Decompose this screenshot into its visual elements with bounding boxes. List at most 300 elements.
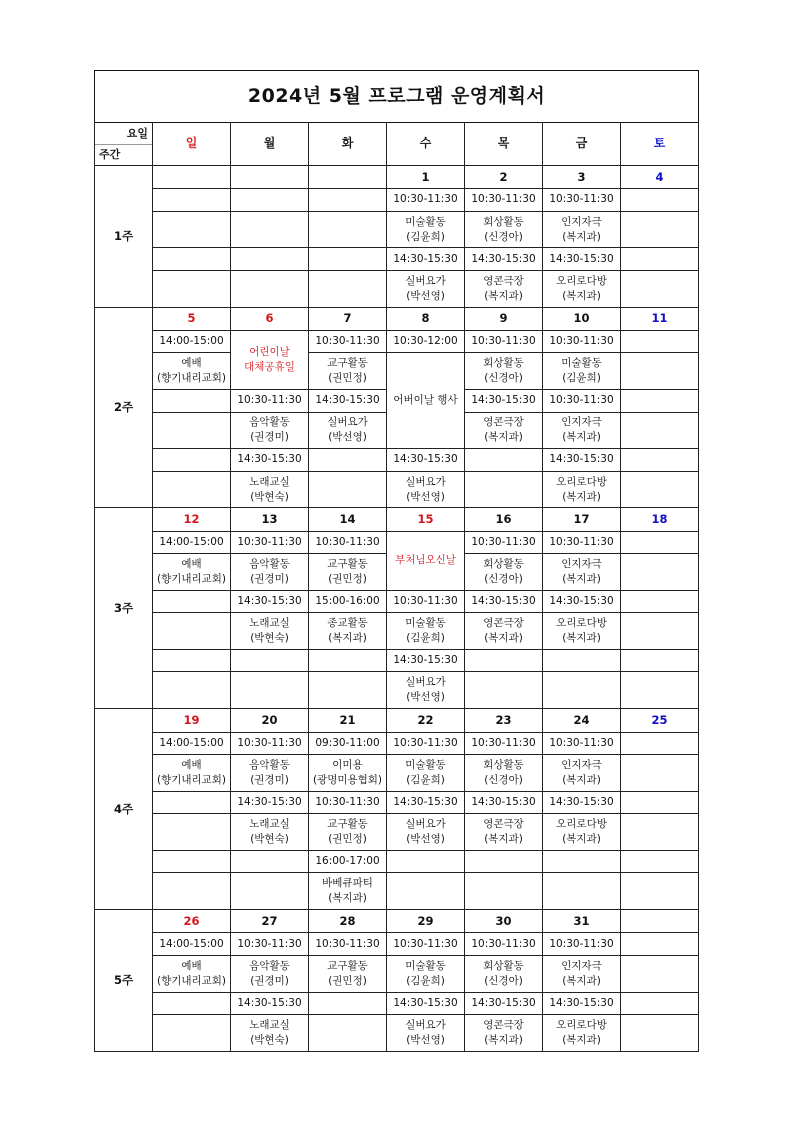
activity-thu (465, 412, 543, 449)
date-sat: 4 (621, 165, 699, 188)
time-thu: 14:30-15:30 (465, 992, 543, 1014)
cell-line: 오리로다방 (556, 1019, 607, 1031)
cell-line: (복지과) (562, 230, 601, 243)
time-sun: 14:00-15:00 (153, 732, 231, 754)
cell-line: 인지자극 (561, 416, 602, 429)
holiday-cell: 부처님오신날 (387, 531, 465, 590)
cell-line: 음악활동 (249, 758, 290, 771)
activity-mon (231, 613, 309, 650)
cell-line: 영콘극장 (483, 818, 524, 831)
cell-line: (광명미용협회) (312, 773, 383, 786)
activity-fri (543, 211, 621, 248)
activity-sun (153, 211, 231, 248)
day-header-sun: 일 (153, 123, 231, 166)
time-fri: 10:30-11:30 (543, 531, 621, 553)
time-sat (621, 791, 699, 813)
date-wed: 22 (387, 709, 465, 732)
activity-mon (231, 755, 309, 792)
activity-row (95, 814, 699, 851)
cell-line: 음악활동 (249, 558, 290, 571)
cell-line: (김윤희) (406, 974, 445, 987)
activity-thu (465, 211, 543, 248)
activity-sat (621, 672, 699, 709)
activity-thu (465, 1015, 543, 1052)
activity-sun (153, 471, 231, 508)
time-sun (153, 650, 231, 672)
time-mon (231, 650, 309, 672)
date-wed: 29 (387, 910, 465, 933)
activity-wed (387, 613, 465, 650)
time-fri (543, 650, 621, 672)
activity-mon (231, 471, 309, 508)
time-row (95, 791, 699, 813)
cell-line: (권경미) (250, 573, 289, 586)
cell-line: 인지자극 (561, 959, 602, 972)
time-mon (231, 189, 309, 211)
cell-line: 영콘극장 (483, 1019, 524, 1031)
time-thu: 10:30-11:30 (465, 330, 543, 352)
cell-line: 어린이날 (249, 346, 290, 359)
time-row (95, 732, 699, 754)
cell-line: (복지과) (562, 573, 601, 586)
date-thu: 16 (465, 508, 543, 531)
cell-line: 인지자극 (561, 215, 602, 228)
time-fri: 14:30-15:30 (543, 992, 621, 1014)
time-sat (621, 732, 699, 754)
time-fri: 10:30-11:30 (543, 330, 621, 352)
time-sun: 14:00-15:00 (153, 933, 231, 955)
time-wed (387, 850, 465, 872)
activity-sat (621, 471, 699, 508)
activity-thu (465, 471, 543, 508)
cell-line: (복지과) (484, 833, 523, 846)
time-tue (309, 992, 387, 1014)
event-cell: 어버이날 행사 (387, 353, 465, 449)
activity-mon (231, 1015, 309, 1052)
cell-line: (신경아) (484, 573, 523, 586)
date-thu: 23 (465, 709, 543, 732)
activity-tue (309, 353, 387, 390)
week-label-2: 2주 (95, 307, 153, 508)
time-row (95, 531, 699, 553)
date-row (95, 709, 699, 732)
cell-line: (복지과) (484, 632, 523, 645)
time-tue: 15:00-16:00 (309, 590, 387, 612)
cell-line: (박현숙) (250, 490, 289, 503)
activity-sat (621, 211, 699, 248)
cell-line: 미술활동 (405, 617, 446, 630)
activity-row (95, 672, 699, 709)
time-thu: 14:30-15:30 (465, 590, 543, 612)
cell-line: 실버요가 (405, 676, 446, 689)
cell-line: 예배 (181, 558, 202, 571)
date-fri: 31 (543, 910, 621, 933)
cell-line: 실버요가 (405, 818, 446, 831)
date-sun (153, 165, 231, 188)
time-mon (231, 248, 309, 270)
activity-tue (309, 211, 387, 248)
cell-line: 오리로다방 (556, 274, 607, 287)
date-sun: 19 (153, 709, 231, 732)
activity-mon (231, 211, 309, 248)
time-tue: 16:00-17:00 (309, 850, 387, 872)
cell-line: (김윤희) (406, 632, 445, 645)
time-sat (621, 650, 699, 672)
time-fri: 14:30-15:30 (543, 248, 621, 270)
activity-sun (153, 270, 231, 307)
time-sat (621, 189, 699, 211)
week-label-4: 4주 (95, 709, 153, 910)
activity-sun (153, 814, 231, 851)
time-sat (621, 850, 699, 872)
cell-line: 실버요가 (405, 475, 446, 488)
cell-line: 미술활동 (405, 758, 446, 771)
activity-wed (387, 211, 465, 248)
cell-line: (권민정) (328, 573, 367, 586)
cell-line: (박현숙) (250, 1034, 289, 1046)
activity-mon (231, 672, 309, 709)
cell-line: (신경아) (484, 974, 523, 987)
activity-thu (465, 755, 543, 792)
time-fri: 10:30-11:30 (543, 732, 621, 754)
activity-tue (309, 873, 387, 910)
day-header-fri: 금 (543, 123, 621, 166)
time-sun: 14:00-15:00 (153, 330, 231, 352)
activity-sat (621, 873, 699, 910)
cell-line: (박선영) (406, 490, 445, 503)
cell-line: (복지과) (562, 833, 601, 846)
time-row (95, 449, 699, 471)
cell-line: (박선영) (406, 289, 445, 302)
time-tue: 14:30-15:30 (309, 390, 387, 412)
time-tue (309, 248, 387, 270)
activity-fri (543, 613, 621, 650)
time-wed: 10:30-11:30 (387, 189, 465, 211)
date-thu: 2 (465, 165, 543, 188)
activity-wed (387, 955, 465, 992)
time-row (95, 590, 699, 612)
time-sat (621, 390, 699, 412)
cell-line: (복지과) (562, 632, 601, 645)
cell-line: 노래교실 (249, 475, 290, 488)
time-sat (621, 992, 699, 1014)
time-sun (153, 390, 231, 412)
date-mon: 13 (231, 508, 309, 531)
activity-mon (231, 955, 309, 992)
activity-thu (465, 955, 543, 992)
cell-line: (박선영) (328, 431, 367, 444)
activity-fri (543, 270, 621, 307)
time-tue (309, 650, 387, 672)
activity-tue (309, 755, 387, 792)
cell-line: 예배 (181, 357, 202, 370)
time-row (95, 330, 699, 352)
activity-sat (621, 613, 699, 650)
cell-line: 교구활동 (327, 357, 368, 370)
date-fri: 10 (543, 307, 621, 330)
cell-line: (신경아) (484, 773, 523, 786)
cell-line: (박현숙) (250, 632, 289, 645)
activity-sun (153, 412, 231, 449)
time-fri (543, 850, 621, 872)
time-sat (621, 933, 699, 955)
time-thu: 10:30-11:30 (465, 933, 543, 955)
date-fri: 17 (543, 508, 621, 531)
time-row (95, 248, 699, 270)
cell-line: (복지과) (484, 289, 523, 302)
activity-wed (387, 1015, 465, 1052)
cell-line: (권경미) (250, 974, 289, 987)
day-header-mon: 월 (231, 123, 309, 166)
date-row (95, 307, 699, 330)
activity-sat (621, 814, 699, 851)
time-fri: 10:30-11:30 (543, 189, 621, 211)
time-wed: 10:30-11:30 (387, 732, 465, 754)
time-wed: 14:30-15:30 (387, 992, 465, 1014)
time-mon: 10:30-11:30 (231, 732, 309, 754)
time-sat (621, 248, 699, 270)
date-sat: 18 (621, 508, 699, 531)
activity-mon (231, 814, 309, 851)
date-mon: 20 (231, 709, 309, 732)
time-thu (465, 850, 543, 872)
cell-line: 음악활동 (249, 959, 290, 972)
time-mon: 14:30-15:30 (231, 590, 309, 612)
cell-line: (복지과) (328, 632, 367, 645)
activity-mon (231, 554, 309, 591)
activity-sun (153, 873, 231, 910)
document-title: 2024년 5월 프로그램 운영계획서 (95, 71, 699, 123)
activity-row (95, 955, 699, 992)
activity-fri (543, 554, 621, 591)
cell-line: 예배 (181, 959, 202, 972)
time-sat (621, 449, 699, 471)
activity-tue (309, 814, 387, 851)
time-tue: 10:30-11:30 (309, 330, 387, 352)
date-wed: 8 (387, 307, 465, 330)
activity-row (95, 353, 699, 390)
cell-line: (복지과) (562, 773, 601, 786)
cell-line: (박선영) (406, 1034, 445, 1046)
cell-line: (복지과) (562, 974, 601, 987)
activity-thu (465, 270, 543, 307)
activity-mon (231, 270, 309, 307)
cell-line: (권경미) (250, 773, 289, 786)
time-thu (465, 449, 543, 471)
schedule-table (94, 70, 699, 1052)
time-fri: 14:30-15:30 (543, 590, 621, 612)
cell-line: (향기내리교회) (156, 573, 227, 586)
activity-row (95, 613, 699, 650)
time-sat (621, 590, 699, 612)
activity-row (95, 211, 699, 248)
holiday-cell (231, 330, 309, 389)
cell-line: 종교활동 (327, 617, 368, 630)
activity-fri (543, 353, 621, 390)
day-header-tue: 화 (309, 123, 387, 166)
cell-line: (복지과) (328, 892, 367, 905)
activity-fri (543, 1015, 621, 1052)
activity-tue (309, 270, 387, 307)
date-row (95, 508, 699, 531)
time-sun (153, 449, 231, 471)
date-row (95, 910, 699, 933)
date-mon: 27 (231, 910, 309, 933)
date-tue: 28 (309, 910, 387, 933)
cell-line: (권경미) (250, 431, 289, 444)
activity-wed (387, 755, 465, 792)
activity-tue (309, 471, 387, 508)
activity-wed (387, 471, 465, 508)
cell-line: 이미용 (332, 758, 363, 771)
cell-line: (향기내리교회) (156, 773, 227, 786)
time-sun (153, 850, 231, 872)
activity-thu (465, 613, 543, 650)
date-sat: 25 (621, 709, 699, 732)
time-wed: 14:30-15:30 (387, 791, 465, 813)
time-thu: 14:30-15:30 (465, 390, 543, 412)
time-fri: 10:30-11:30 (543, 933, 621, 955)
time-thu (465, 650, 543, 672)
activity-fri (543, 873, 621, 910)
time-tue (309, 189, 387, 211)
cell-line: (향기내리교회) (156, 372, 227, 385)
time-tue: 10:30-11:30 (309, 933, 387, 955)
cell-line: 회상활동 (483, 758, 524, 771)
cell-line: 회상활동 (483, 558, 524, 571)
activity-mon (231, 412, 309, 449)
time-fri: 14:30-15:30 (543, 791, 621, 813)
cell-line: 미술활동 (561, 357, 602, 370)
activity-sun (153, 755, 231, 792)
cell-line: (복지과) (562, 431, 601, 444)
date-fri: 3 (543, 165, 621, 188)
cell-line: (신경아) (484, 230, 523, 243)
time-row (95, 992, 699, 1014)
corner-divider (95, 144, 152, 145)
cell-line: 예배 (181, 758, 202, 771)
cell-line: (신경아) (484, 372, 523, 385)
date-tue: 21 (309, 709, 387, 732)
activity-row (95, 755, 699, 792)
activity-thu (465, 814, 543, 851)
time-sun (153, 189, 231, 211)
activity-row (95, 471, 699, 508)
cell-line: (박선영) (406, 691, 445, 704)
time-sun (153, 248, 231, 270)
activity-wed (387, 873, 465, 910)
cell-line: 영콘극장 (483, 274, 524, 287)
date-tue: 14 (309, 508, 387, 531)
activity-fri (543, 412, 621, 449)
activity-sun (153, 613, 231, 650)
day-header-sat: 토 (621, 123, 699, 166)
cell-line: 바베큐파티 (322, 877, 373, 890)
day-header-wed: 수 (387, 123, 465, 166)
cell-line: 오리로다방 (556, 818, 607, 831)
activity-thu (465, 353, 543, 390)
activity-sat (621, 955, 699, 992)
date-sun: 26 (153, 910, 231, 933)
time-thu: 10:30-11:30 (465, 531, 543, 553)
cell-line: 인지자극 (561, 758, 602, 771)
weekday-label: 요일 (126, 127, 148, 140)
cell-line: 인지자극 (561, 558, 602, 571)
cell-line: 미술활동 (405, 215, 446, 228)
day-header-thu: 목 (465, 123, 543, 166)
week-label-1: 1주 (95, 165, 153, 307)
activity-fri (543, 755, 621, 792)
activity-wed (387, 672, 465, 709)
date-sat: 11 (621, 307, 699, 330)
date-mon: 6 (231, 307, 309, 330)
time-row (95, 189, 699, 211)
activity-tue (309, 1015, 387, 1052)
cell-line: (김윤희) (562, 372, 601, 385)
time-mon (231, 850, 309, 872)
activity-thu (465, 672, 543, 709)
activity-sat (621, 554, 699, 591)
week-label-3: 3주 (95, 508, 153, 709)
cell-line: (김윤희) (406, 230, 445, 243)
activity-wed (387, 814, 465, 851)
activity-sat (621, 353, 699, 390)
date-tue: 7 (309, 307, 387, 330)
activity-tue (309, 613, 387, 650)
activity-row (95, 270, 699, 307)
cell-line: 음악활동 (249, 416, 290, 429)
activity-sat (621, 270, 699, 307)
time-sun (153, 992, 231, 1014)
activity-tue (309, 955, 387, 992)
activity-sat (621, 755, 699, 792)
cell-line: (복지과) (562, 289, 601, 302)
cell-line: (권민정) (328, 974, 367, 987)
time-mon: 14:30-15:30 (231, 791, 309, 813)
activity-sun (153, 554, 231, 591)
cell-line: (박현숙) (250, 833, 289, 846)
cell-line: 노래교실 (249, 818, 290, 831)
time-thu: 14:30-15:30 (465, 248, 543, 270)
date-thu: 30 (465, 910, 543, 933)
activity-sun (153, 353, 231, 390)
cell-line: 실버요가 (405, 1019, 446, 1031)
time-thu: 14:30-15:30 (465, 791, 543, 813)
week-label-5: 5주 (95, 910, 153, 1052)
time-wed: 10:30-11:30 (387, 933, 465, 955)
date-sat (621, 910, 699, 933)
date-wed: 1 (387, 165, 465, 188)
cell-line: (권민정) (328, 833, 367, 846)
cell-line: 노래교실 (249, 617, 290, 630)
time-row (95, 933, 699, 955)
activity-sun (153, 1015, 231, 1052)
cell-line: (권민정) (328, 372, 367, 385)
date-wed: 15 (387, 508, 465, 531)
activity-thu (465, 554, 543, 591)
time-thu: 10:30-11:30 (465, 732, 543, 754)
time-fri: 10:30-11:30 (543, 390, 621, 412)
cell-line: (복지과) (562, 490, 601, 503)
time-wed: 14:30-15:30 (387, 449, 465, 471)
time-mon: 10:30-11:30 (231, 933, 309, 955)
activity-fri (543, 471, 621, 508)
cell-line: 오리로다방 (556, 617, 607, 630)
activity-sun (153, 672, 231, 709)
time-sat (621, 531, 699, 553)
cell-line: 영콘극장 (483, 416, 524, 429)
cell-line: 영콘극장 (483, 617, 524, 630)
